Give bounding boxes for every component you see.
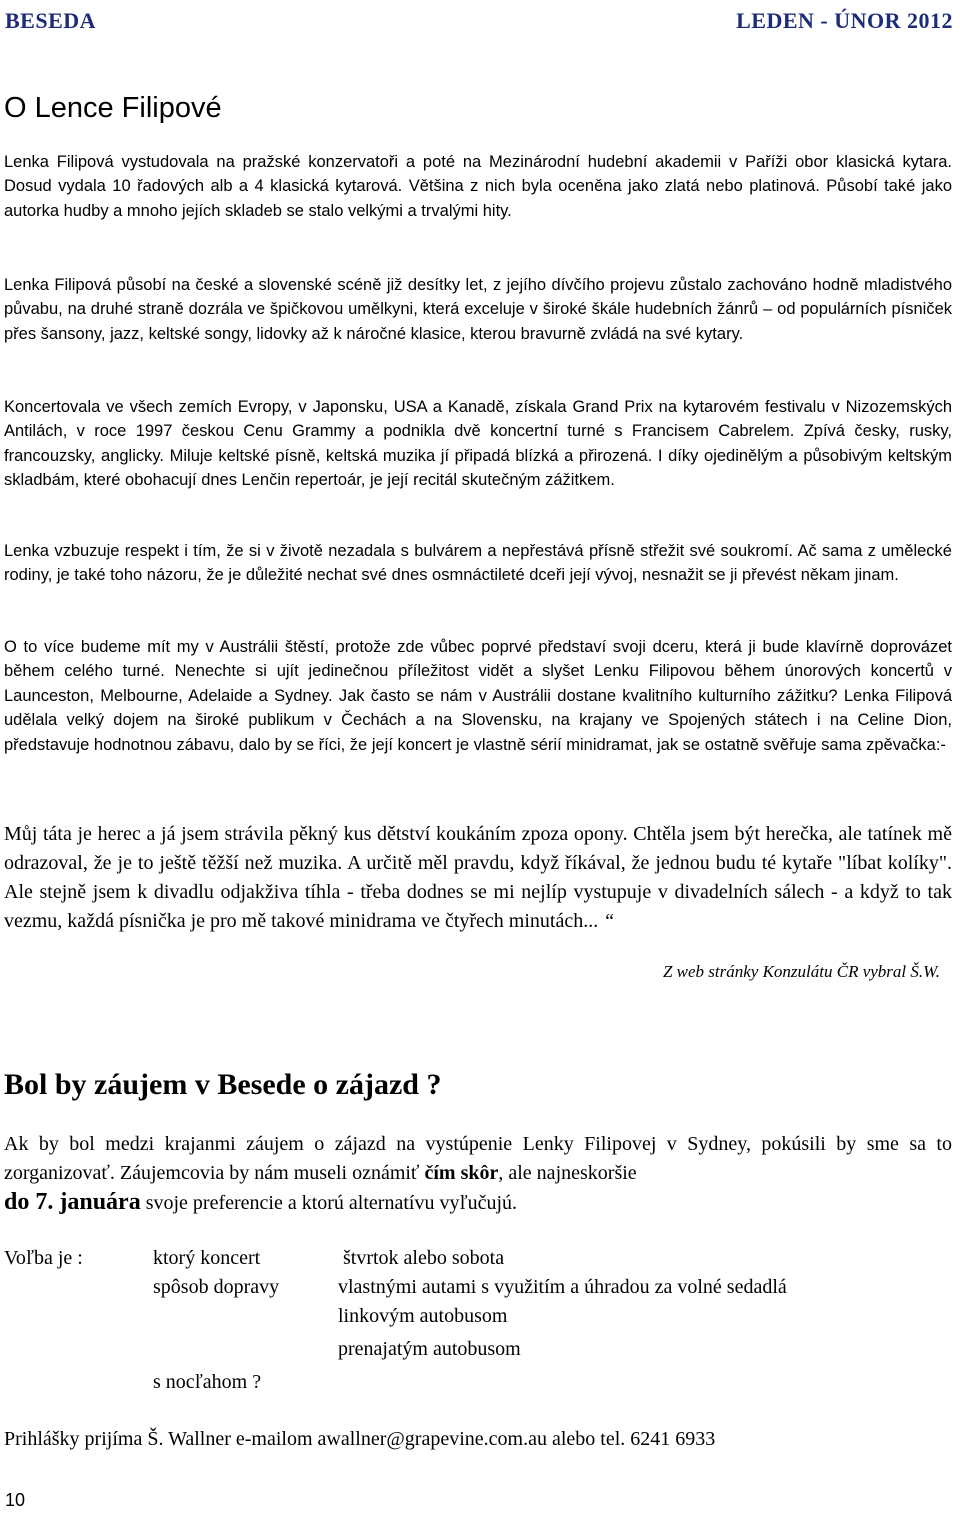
option-overnight: s nocľahom ? — [153, 1371, 262, 1393]
invite-text: svoje preferencie a ktorú alternatívu vyľučujú. — [145, 1192, 517, 1214]
page-header — [5, 4, 953, 38]
trip-invitation — [4, 1130, 952, 1218]
article-paragraph: Lenka vzbuzuje respekt i tím, že si v životě nezadala s bulvárem a nepřestává přísně střežit své soukromí. Ač sama z umělecké rodiny, je také toho názoru, že je důležité nechat své dnes osmnáctileté dceři její vývoj, nesnažit se ji převést někam jinam. — [4, 542, 952, 585]
quote-attribution: Z web stránky Konzulátu ČR vybral Š.W. — [662, 962, 940, 981]
option-concert-value: štvrtok alebo sobota — [343, 1247, 505, 1269]
article-paragraph: Koncertovala ve všech zemích Evropy, v Japonsku, USA a Kanadě, získala Grand Prix na kytarovém festivalu v Nizozemských Antilách, v roce 1997 českou Cenu Grammy a podnikla dvě koncertní turné s Francisem Cabrelem. Zpívá česky, rusky, francouzsky, anglicky. Miluje keltské písně, keltská muzika jí připadá blízká a přirozená. I díky ojedinělým a působivým keltským skladbám, které obohacují dnes Lenčin repertoár, je její recitál skutečným zážitkem. — [4, 398, 952, 490]
options-label: Voľba je : — [4, 1247, 83, 1269]
option-transport-value: vlastnými autami s využitím a úhradou za volné sedadlá — [338, 1276, 787, 1298]
quote-mark: “ — [603, 910, 615, 932]
article-paragraph: O to více budeme mít my v Austrálii štěstí, protože zde vůbec poprvé představí svoji dceru, která ji bude klavírně doprovázet během celého turné. Nenechte si ujít jedinečnou příležitost vidět a slyšet Lenku Filipovou během únorových koncertů v Launceston, Melbourne, Adelaide a Sydney. Jak často se nám v Austrálii dostane kvalitního kulturního zážitku? Lenka Filipová udělala velký dojem na široké publikum v Čechách a na Slovensku, na krajany ve Spojených státech i na Celine Dion, představuje hodnotnou zábavu, dalo by se říci, že její koncert je vlastně sérií minidramat, jak se ostatně svěřuje sama zpěvačka:- — [4, 638, 952, 754]
invite-deadline: do 7. januára — [4, 1189, 141, 1215]
singer-quote — [4, 820, 952, 936]
article-paragraph: Lenka Filipová vystudovala na pražské konzervatoři a poté na Mezinárodní hudební akademii v Paříži obor klasická kytara. Dosud vydala 10 řadových alb a 4 klasická kytarová. Většina z nich byla oceněna jako zlatá nebo platinová. Působí také jako autorka hudby a mnoho jejích skladeb se stalo velkými a trvalými hity. — [4, 153, 952, 220]
publication-name: BESEDA — [5, 8, 97, 33]
option-transport-value: prenajatým autobusom — [338, 1338, 521, 1360]
registration-contact: Prihlášky prijíma Š. Wallner e-mailom awallner@grapevine.com.au alebo tel. 6241 6933 — [4, 1428, 716, 1450]
invite-emphasis: čím skôr — [424, 1162, 499, 1184]
page-number: 10 — [5, 1490, 26, 1510]
option-transport-value: linkovým autobusom — [338, 1305, 508, 1327]
invite-text: Ak by bol medzi krajanmi záujem o zájazd na vystúpenie Lenky Filipovej v Sydney, pokúsili by sme sa to zorganizovať. Záujemcovia by nám museli oznámiť — [4, 1133, 952, 1184]
option-transport-label: spôsob dopravy — [153, 1276, 280, 1298]
issue-date: LEDEN - ÚNOR 2012 — [736, 8, 953, 33]
trip-title: Bol by záujem v Besede o zájazd ? — [4, 1068, 442, 1101]
article-title: O Lence Filipové — [4, 92, 222, 124]
quote-text: Můj táta je herec a já jsem strávila pěkný kus dětství koukáním zpoza opony. Chtěla jsem být herečka, ale tatínek mě odrazoval, že je to ještě těžší než muzika. A určitě měl pravdu, když říkával, že jednou budu té kytaře "líbat kolíky". Ale stejně jsem k divadlu odjakživa tíhla - třeba dodnes se mi nejlíp vystupuje v divadelních sálech - a když to tak vezmu, každá písnička je pro mě takové minidrama ve čtyřech minutách... — [4, 823, 952, 932]
option-concert-label: ktorý koncert — [153, 1247, 261, 1269]
invite-text: , ale najneskoršie — [498, 1162, 637, 1184]
article-paragraph: Lenka Filipová působí na české a slovenské scéně již desítky let, z jejího dívčího projevu zůstalo zachováno hodně mladistvého půvabu, na druhé straně dozrála ve špičkovou umělkyni, která exceluje v široké škále hudebních žánrů – od populárních písniček přes šansony, jazz, keltské songy, lidovky až k náročné klasice, kterou bravurně zvládá na své kytary. — [4, 276, 952, 343]
